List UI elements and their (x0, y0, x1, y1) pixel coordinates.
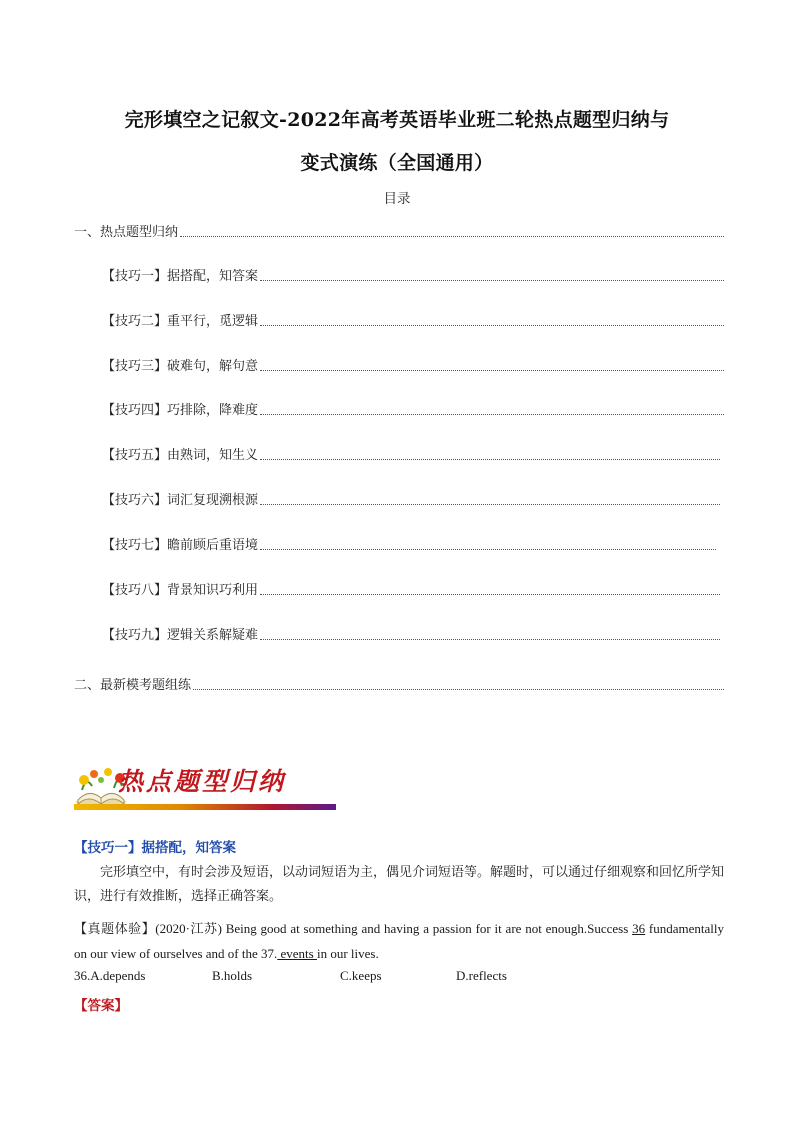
toc-item-label: 【技巧四】巧排除，降难度 (102, 403, 259, 418)
toc-dot-leader (180, 235, 724, 237)
blank-36: 36 (632, 921, 646, 936)
blank-37: events (277, 946, 317, 961)
toc-item[interactable] (102, 266, 726, 284)
example-text-c: in our lives. (316, 946, 379, 961)
toc-item-label: 【技巧六】词汇复现溯根源 (102, 493, 259, 508)
banner-title: 热点题型归纳 (118, 767, 287, 796)
toc-item-label: 【技巧三】破难句，解句意 (102, 359, 259, 374)
toc-item[interactable] (102, 580, 722, 598)
toc-dot-leader (260, 503, 720, 505)
toc-item[interactable] (102, 490, 722, 508)
example-source: (2020·江苏) (155, 921, 222, 936)
option-c: C.keeps (340, 968, 382, 983)
intro-paragraph: 完形填空中，有时会涉及短语，以动词短语为主，偶见介词短语等。解题时，可以通过仔细观察和回忆所学知识，进行有效推断，选择正确答案。 (74, 865, 725, 904)
toc-item-label: 【技巧八】背景知识巧利用 (102, 583, 259, 598)
toc-item[interactable] (102, 311, 726, 329)
toc-item[interactable] (102, 356, 726, 374)
toc-item[interactable] (102, 445, 722, 463)
banner-underline (74, 804, 336, 810)
skill-title: 【技巧一】据搭配，知答案 (74, 840, 236, 856)
document-title-line-2: 变式演练（全国通用） (300, 152, 494, 174)
option-a: 36.A.depends (74, 968, 146, 983)
option-b: B.holds (212, 968, 253, 983)
toc-dot-leader (260, 638, 720, 640)
toc-item-label: 【技巧五】由熟词，知生义 (102, 448, 259, 463)
toc-item-label: 二、最新模考题组练 (74, 678, 192, 693)
toc-heading: 目录 (383, 191, 411, 207)
toc-dot-leader (260, 548, 716, 550)
toc-dot-leader (260, 279, 724, 281)
toc-dot-leader (260, 413, 724, 415)
example-paragraph (74, 917, 724, 966)
toc-item[interactable] (102, 625, 722, 643)
toc-item[interactable] (102, 535, 718, 553)
document-title-line-1: 完形填空之记叙文-2022年高考英语毕业班二轮热点题型归纳与 (124, 109, 670, 131)
answer-label: 【答案】 (74, 998, 128, 1014)
toc-item-label: 一、热点题型归纳 (74, 225, 179, 240)
toc-item-label: 【技巧二】重平行，觅逻辑 (102, 314, 259, 329)
toc-item[interactable] (74, 222, 726, 240)
toc-dot-leader (260, 369, 724, 371)
toc-item-label: 【技巧九】逻辑关系解疑难 (102, 628, 259, 643)
toc-dot-leader (260, 324, 724, 326)
toc-dot-leader (193, 688, 724, 690)
example-text-a: Being good at something and having a passion for it are not enough.Success (221, 921, 633, 936)
toc-dot-leader (260, 593, 720, 595)
toc-dot-leader (260, 458, 720, 460)
toc-item-label: 【技巧一】据搭配，知答案 (102, 269, 259, 284)
example-label: 【真题体验】 (74, 922, 156, 937)
toc-item[interactable] (102, 400, 726, 418)
toc-item[interactable] (74, 675, 726, 693)
example-text-b: fundamentally on our view of ourselves and of the 37. (74, 921, 724, 961)
toc-item-label: 【技巧七】瞻前顾后重语境 (102, 538, 259, 553)
option-d: D.reflects (456, 968, 507, 983)
